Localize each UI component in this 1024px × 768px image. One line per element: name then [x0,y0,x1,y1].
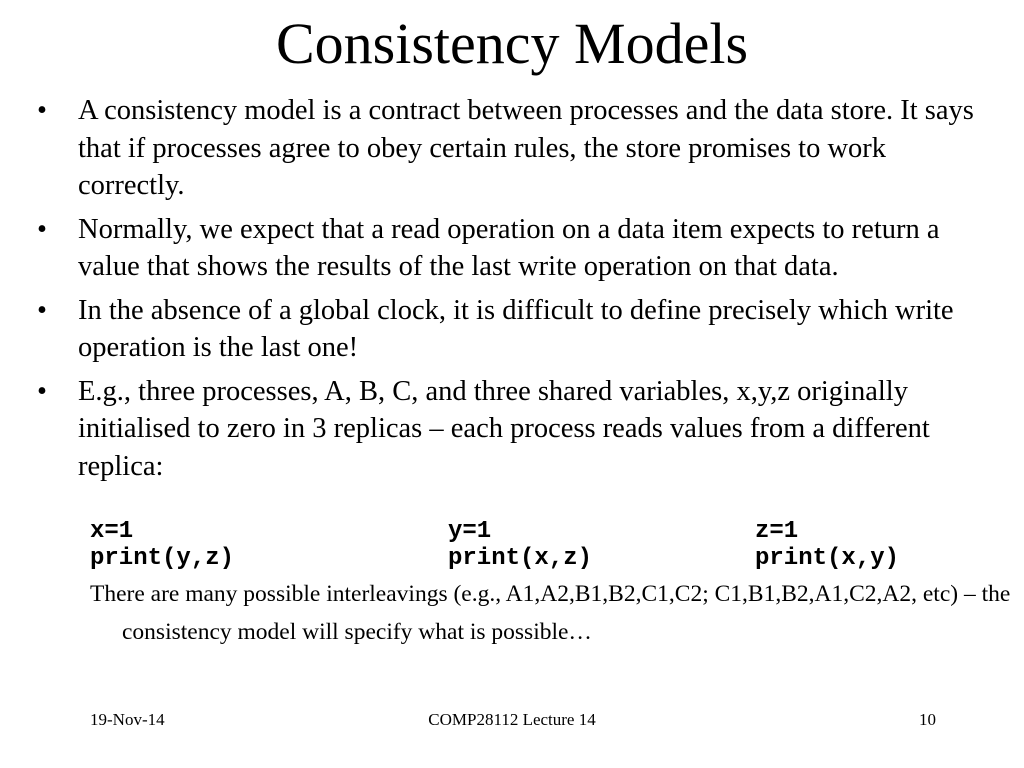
bullet-item-contract [37,92,997,205]
code-process-a-line-1: x=1 [90,518,134,545]
bullet-icon: • [37,95,47,126]
footer-date: 19-Nov-14 [90,710,165,729]
code-example [90,518,990,572]
bullet-text: A consistency model is a contract between processes and the data store. It says that if processes agree to obey certain rules, the store promises to work correctly. [78,95,974,201]
bullet-list [37,92,997,491]
bullet-item-read-expectation [37,211,997,286]
bullet-item-global-clock [37,292,997,367]
code-process-b-line-1: y=1 [448,518,492,545]
bullet-icon: • [37,213,47,245]
bullet-text: Normally, we expect that a read operation on a data item expects to return a value that shows the results of the last write operation on that data. [78,213,940,282]
code-row-assign [90,518,990,545]
bullet-icon: • [37,375,47,407]
bullet-icon: • [37,294,47,326]
code-process-a-line-2: print(y,z) [90,545,235,572]
code-process-b-line-2: print(x,z) [448,545,593,572]
code-process-c-line-2: print(x,y) [755,545,900,572]
bullet-text: In the absence of a global clock, it is difficult to define precisely which write operation is the last one! [78,294,954,363]
code-row-print [90,545,990,572]
footer-course: COMP28112 Lecture 14 [428,710,596,729]
footer-page-number: 10 [919,710,936,729]
bullet-text: E.g., three processes, A, B, C, and three shared variables, x,y,z originally initialised to zero in 3 replicas – each process reads values from a different replica: [78,375,930,482]
bullet-item-example [37,373,997,486]
slide-title: Consistency Models [275,11,749,76]
code-process-c-line-1: z=1 [755,518,799,545]
interleavings-note: There are many possible interleavings (e.g., A1,A2,B1,B2,C1,C2; C1,B1,B2,A1,C2,A2, etc) – the consistency model will specify what is possible… [90,581,1011,645]
